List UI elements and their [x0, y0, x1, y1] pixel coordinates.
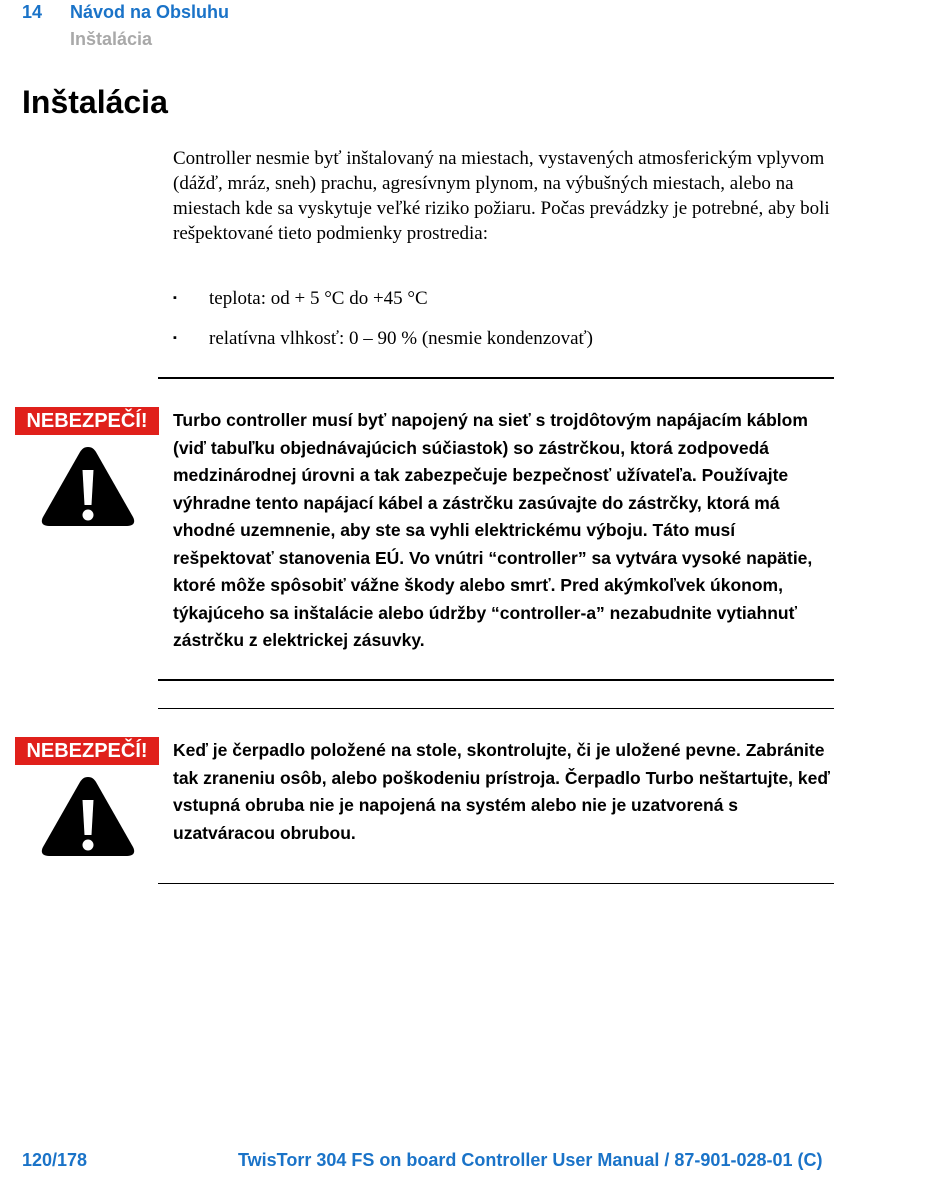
divider [158, 708, 834, 709]
header-section: Inštalácia [70, 29, 153, 49]
bullet-text: relatívna vlhkosť: 0 – 90 % (nesmie kondenzovať) [209, 328, 593, 349]
warning-text: Turbo controller musí byť napojený na sieť s trojdôtovým napájacím káblom (viď tabuľku objednávajúcich súčiastok) so zástrčkou, ktorá zodpovedá medzinárodnej úrovni a tak zabezpečuje bezpečnosť užívateľa. Používajte výhradne tento napájací kábel a zástrčku zasúvajte do zástrčky, ktorá má vhodné uzemnenie, aby ste sa vyhli elektrickému výboju. Táto musí rešpektovať stanovenia EÚ. Vo vnútri “controller” sa vytvára vysoké napätie, ktoré môže spôsobiť vážne škody alebo smrť. Pred akýmkoľvek úkonom, týkajúceho sa inštalácie alebo údržby “controller-a” nezabudnite vytiahnuť zástrčku z elektrickej zásuvky. [173, 410, 813, 650]
warning-triangle-icon [40, 444, 136, 528]
warning-triangle-icon [40, 774, 136, 858]
page-title: Inštalácia [22, 84, 168, 120]
bullet-text: teplota: od + 5 °C do +45 °C [209, 288, 428, 309]
divider [158, 883, 834, 884]
header-page-number: 14 [22, 2, 43, 22]
header-manual-title: Návod na Obsluhu [70, 2, 230, 22]
warning-text: Keď je čerpadlo položené na stole, skontrolujte, či je uložené pevne. Zabránite tak zraneniu osôb, alebo poškodeniu prístroja. Čerpadlo Turbo neštartujte, keď vstupná obruba nie je napojená na systém alebo nie je uzatvorená s uzatváracou obrubou. [173, 740, 830, 843]
intro-paragraph: Controller nesmie byť inštalovaný na miestach, vystavených atmosferickým vplyvom (dážď, mráz, sneh) prachu, agresívnym plynom, na výbušných miestach, alebo na miestach kde sa vyskytuje veľké riziko požiaru. Počas prevádzky je potrebné, aby boli rešpektované tieto podmienky prostredia: [173, 148, 830, 244]
divider [158, 679, 834, 681]
danger-label: NEBEZPEČÍ! [15, 407, 159, 435]
danger-label: NEBEZPEČÍ! [15, 737, 159, 765]
bullet-marker: ▪ [173, 292, 177, 304]
divider [158, 377, 834, 379]
bullet-marker: ▪ [173, 332, 177, 344]
footer-page-counter: 120/178 [22, 1150, 88, 1170]
footer-document-title: TwisTorr 304 FS on board Controller User Manual / 87-901-028-01 (C) [238, 1150, 823, 1170]
